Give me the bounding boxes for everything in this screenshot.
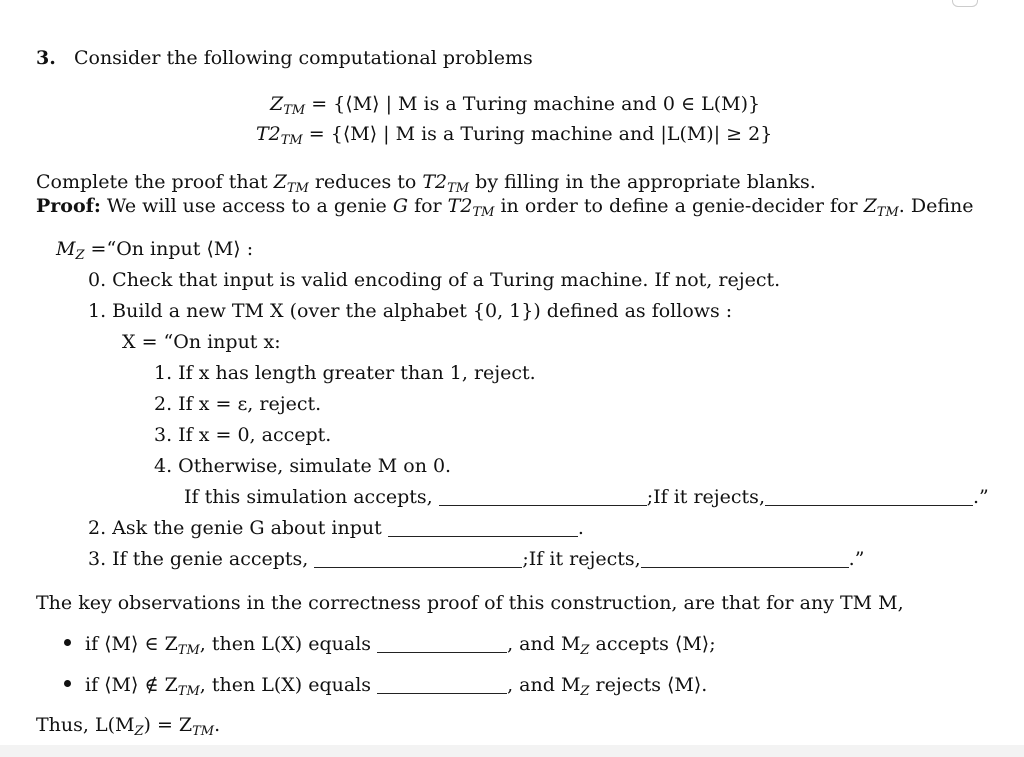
blank-genie-rejects[interactable] bbox=[641, 550, 849, 568]
window-corner-decoration bbox=[952, 0, 978, 7]
blank-genie-accepts[interactable] bbox=[314, 550, 522, 568]
problem-intro: Consider the following computational problems bbox=[73, 47, 533, 69]
blank-lx-nonmember[interactable] bbox=[377, 676, 507, 694]
problem-heading bbox=[36, 46, 533, 70]
problem-number: 3. bbox=[36, 47, 56, 69]
definition-t2-tm: $T2_{TM}$ = {⟨M⟩ | M is a Turing machine and |L(M)| ≥ 2} bbox=[256, 123, 773, 148]
definition-z-tm: $Z_{TM}$ = {⟨M⟩ | M is a Turing machine and 0 ∈ L(M)} bbox=[270, 93, 761, 118]
x-step-4: 4. Otherwise, simulate M on 0. bbox=[154, 455, 452, 477]
bullet-icon bbox=[64, 680, 71, 687]
bottom-strip bbox=[0, 745, 1024, 757]
blank-genie-input[interactable] bbox=[388, 519, 578, 537]
simulation-line: If this simulation accepts, ;If it rejects, .” bbox=[184, 486, 989, 508]
x-header: X = “On input x: bbox=[122, 331, 281, 353]
x-step-3: 3. If x = 0, accept. bbox=[154, 424, 332, 446]
machine-header: $M_Z$ =“On input ⟨M⟩ : bbox=[56, 238, 254, 263]
bullet-icon bbox=[64, 639, 71, 646]
blank-sim-accepts[interactable] bbox=[439, 488, 647, 506]
observation-bullet-1: if ⟨M⟩ ∈ $Z_{TM}$, then L(X) equals , and $M_Z$ accepts ⟨M⟩; bbox=[64, 632, 716, 656]
blank-lx-member[interactable] bbox=[377, 635, 507, 653]
machine-step-0: 0. Check that input is valid encoding of a Turing machine. If not, reject. bbox=[88, 269, 781, 291]
blank-sim-rejects[interactable] bbox=[765, 488, 973, 506]
machine-step-2: 2. Ask the genie G about input . bbox=[88, 517, 584, 539]
machine-step-3: 3. If the genie accepts, ;If it rejects, .” bbox=[88, 548, 865, 570]
proof-label: Proof: bbox=[36, 195, 101, 217]
x-step-1: 1. If x has length greater than 1, reject. bbox=[154, 362, 536, 384]
observations-intro: The key observations in the correctness proof of this construction, are that for any TM M, bbox=[36, 592, 904, 614]
proof-intro: Proof: We will use access to a genie G for $T2_{TM}$ in order to define a genie-decider for $Z_{TM}$. Define bbox=[36, 195, 974, 220]
machine-step-1: 1. Build a new TM X (over the alphabet {0, 1}) defined as follows : bbox=[88, 300, 733, 322]
task-statement: Complete the proof that $Z_{TM}$ reduces to $T2_{TM}$ by filling in the appropriate blanks. bbox=[36, 171, 816, 196]
observation-bullet-2: if ⟨M⟩ ∉ $Z_{TM}$, then L(X) equals , and $M_Z$ rejects ⟨M⟩. bbox=[64, 673, 707, 697]
conclusion: Thus, $L(M_Z) = Z_{TM}$. bbox=[36, 714, 221, 739]
x-step-2: 2. If x = ε, reject. bbox=[154, 393, 322, 415]
